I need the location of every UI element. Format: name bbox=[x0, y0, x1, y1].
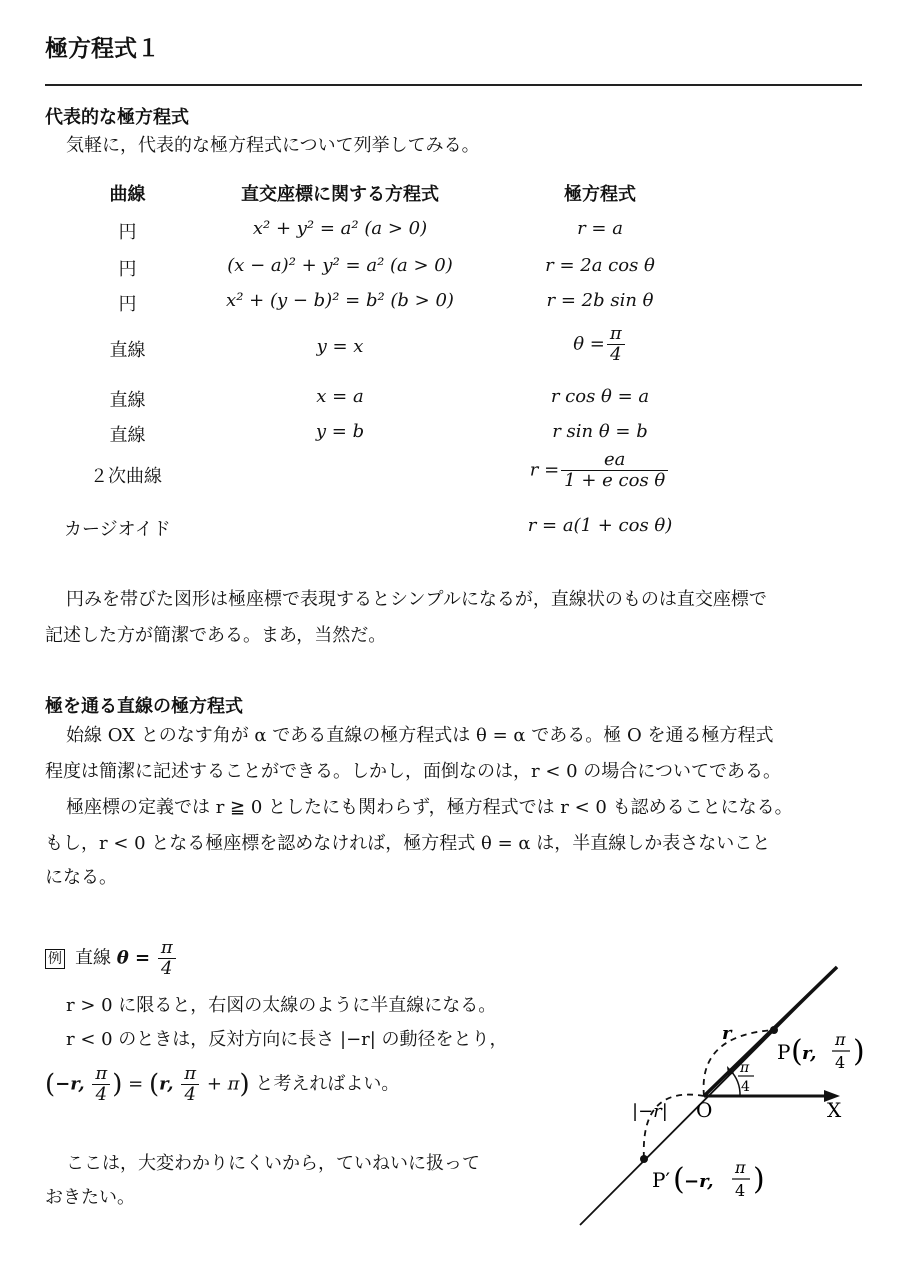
example-line3: (−r, $\frac{\pi}{4}$ ) = (r, $\frac{\pi}{4}$ + π) と考えればよい。 bbox=[45, 1063, 400, 1105]
section1-heading: 代表的な極方程式 bbox=[45, 107, 189, 128]
example-line3-end: と考えればよい。 bbox=[255, 1073, 400, 1095]
section2-line4: もし，r < 0 となる極座標を認めなければ，極方程式 θ = α は，半直線しか表さないこと bbox=[45, 833, 771, 854]
section2-line1: 始線 OX とのなす角が α である直線の極方程式は θ = α である。極 O を通る極方程式 bbox=[66, 725, 774, 746]
angle-den: 4 bbox=[741, 1079, 750, 1095]
polar-numerator: ea bbox=[561, 450, 668, 471]
section1-intro: 気軽に，代表的な極方程式について列挙してみる。 bbox=[66, 135, 480, 156]
table-cell-polar bbox=[500, 450, 700, 491]
table-cell-polar: r = 2a cos θ bbox=[545, 255, 655, 276]
col-header-cartesian: 直交座標に関する方程式 bbox=[241, 184, 439, 205]
table-cell-polar: r cos θ = a bbox=[550, 386, 650, 407]
angle-num: π bbox=[740, 1060, 750, 1076]
coord-plus-pi: + π bbox=[206, 1073, 240, 1095]
table-cell-polar: r = a(1 + cos θ) bbox=[527, 515, 673, 536]
table-cell-curve: 円 bbox=[118, 294, 137, 315]
p-coord-four: 4 bbox=[835, 1053, 846, 1072]
example-label: 直線 bbox=[75, 947, 111, 969]
example-eq-num: π bbox=[158, 938, 176, 959]
example-title bbox=[45, 938, 178, 979]
label-r: r bbox=[722, 1023, 732, 1044]
coord-neg-r: −r, bbox=[55, 1073, 85, 1095]
table-cell-curve: カージオイド bbox=[64, 519, 171, 540]
point-p-prime bbox=[640, 1155, 648, 1163]
polar-lhs: r = bbox=[529, 459, 560, 481]
section1-para-line1: 円みを帯びた図形は極座標で表現するとシンプルになるが，直線状のものは直交座標で bbox=[66, 589, 767, 610]
table-cell-cartesian: (x − a)² + y² = a² (a > 0) bbox=[227, 255, 453, 276]
coord-r: r, bbox=[159, 1073, 174, 1095]
example-line5: おきたい。 bbox=[45, 1187, 135, 1208]
polar-numerator: π bbox=[607, 324, 625, 345]
title-rule bbox=[45, 84, 862, 86]
label-neg-r: |−r| bbox=[632, 1101, 668, 1122]
example-eq-den: 4 bbox=[161, 958, 173, 979]
label-p: P bbox=[777, 1040, 791, 1064]
coord-four: 4 bbox=[95, 1084, 108, 1105]
section2-heading: 極を通る直線の極方程式 bbox=[45, 696, 243, 717]
section2-line3: 極座標の定義では r ≧ 0 としたにも関わらず，極方程式では r < 0 も認めることになる。 bbox=[66, 797, 793, 818]
section2-line2: 程度は簡潔に記述することができる。しかし，面倒なのは，r < 0 の場合についてである。 bbox=[45, 761, 781, 782]
pp-paren-open: ( bbox=[673, 1162, 685, 1197]
label-x: X bbox=[827, 1098, 842, 1122]
table-cell-cartesian: x = a bbox=[316, 386, 364, 407]
polar-line-figure bbox=[570, 955, 870, 1235]
table-cell-cartesian: x² + (y − b)² = b² (b > 0) bbox=[226, 290, 454, 311]
table-cell-curve: 直線 bbox=[109, 340, 146, 361]
table-cell-cartesian: y = x bbox=[316, 336, 364, 357]
table-cell-curve: 直線 bbox=[109, 390, 146, 411]
coord-four-2: 4 bbox=[184, 1084, 196, 1105]
table-cell-polar: r sin θ = b bbox=[552, 421, 648, 442]
example-badge: 例 bbox=[45, 949, 65, 969]
page-title: 極方程式１ bbox=[45, 36, 160, 62]
p-paren-close: ) bbox=[853, 1034, 865, 1069]
table-cell-curve: 円 bbox=[118, 259, 137, 280]
pp-coord-four: 4 bbox=[735, 1181, 746, 1200]
label-p-prime: P′ bbox=[652, 1168, 670, 1192]
point-p bbox=[770, 1026, 778, 1034]
example-eq-lhs: θ = bbox=[116, 947, 151, 969]
p-coord-r: r, bbox=[802, 1043, 817, 1064]
table-cell-polar: r = 2b sin θ bbox=[546, 290, 654, 311]
p-coord-pi: π bbox=[835, 1030, 846, 1049]
table-cell-cartesian: y = b bbox=[315, 421, 365, 442]
pp-paren-close: ) bbox=[753, 1162, 765, 1197]
table-cell-polar bbox=[500, 324, 700, 365]
polar-denominator: 4 bbox=[610, 344, 622, 365]
p-paren-open: ( bbox=[791, 1034, 803, 1069]
table-cell-cartesian: x² + y² = a² (a > 0) bbox=[252, 218, 428, 239]
polar-denominator: 1 + e cos θ bbox=[564, 470, 666, 491]
col-header-curve: 曲線 bbox=[109, 184, 146, 205]
label-o: O bbox=[696, 1098, 713, 1122]
table-cell-curve: 円 bbox=[118, 222, 137, 243]
coord-pi-2: π bbox=[181, 1064, 199, 1085]
example-line1: r > 0 に限ると，右図の太線のように半直線になる。 bbox=[66, 995, 497, 1016]
table-cell-curve: 直線 bbox=[109, 425, 146, 446]
table-cell-curve: ２次曲線 bbox=[90, 466, 162, 487]
pp-coord-neg-r: −r, bbox=[684, 1171, 714, 1192]
coord-pi: π bbox=[92, 1064, 110, 1085]
example-line2: r < 0 のときは，反対方向に長さ |−r| の動径をとり， bbox=[66, 1029, 508, 1050]
section1-para-line2: 記述した方が簡潔である。まあ，当然だ。 bbox=[45, 625, 387, 646]
pp-coord-pi: π bbox=[735, 1158, 746, 1177]
polar-lhs: θ = bbox=[573, 333, 605, 355]
table-cell-polar: r = a bbox=[577, 218, 623, 239]
col-header-polar: 極方程式 bbox=[564, 184, 636, 205]
section2-line5: になる。 bbox=[45, 867, 117, 888]
example-line4: ここは，大変わかりにくいから，ていねいに扱って bbox=[66, 1153, 480, 1174]
